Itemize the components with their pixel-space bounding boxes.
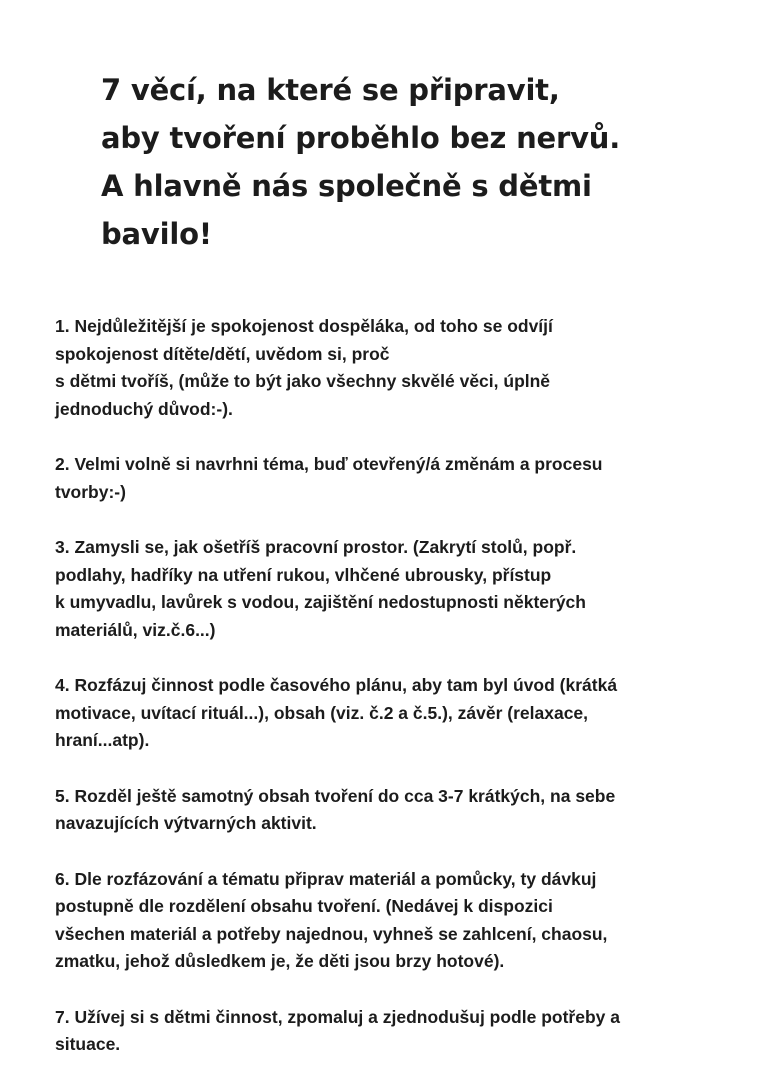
item-text-line: 3. Zamysli se, jak ošetříš pracovní prostor. (Zakrytí stolů, popř.	[55, 537, 577, 557]
item-text-line: 7. Užívej si s dětmi činnost, zpomaluj a zjednodušuj podle potřeby a	[55, 1006, 620, 1027]
item-text-line: 4. Rozfázuj činnost podle časového plánu, aby tam byl úvod (krátká	[55, 675, 618, 695]
item-text-line: k umyvadlu, lavůrek s vodou, zajištění nedostupnosti některých	[55, 592, 586, 612]
item-text-line: 1. Nejdůležitější je spokojenost dospěláka, od toho se odvíjí	[55, 316, 553, 336]
list-item-2	[55, 451, 745, 506]
item-text-line: všechen materiál a potřeby najednou, vyhneš se zahlcení, chaosu,	[55, 923, 608, 944]
item-text-line: jednoduchý důvod:-).	[55, 398, 233, 419]
list-item-1	[55, 313, 745, 423]
list-item-4	[55, 672, 745, 755]
document-title	[101, 66, 620, 258]
item-text-line: podlahy, hadříky na utření rukou, vlhčené ubrousky, přístup	[55, 564, 552, 585]
item-text-line: postupně dle rozdělení obsahu tvoření. (Nedávej k dispozici	[55, 896, 553, 916]
title-line: aby tvoření proběhlo bez nervů.	[101, 121, 621, 155]
title-line: 7 věcí, na které se připravit,	[101, 73, 560, 107]
item-text-line: s dětmi tvoříš, (může to být jako všechny skvělé věci, úplně	[55, 371, 551, 391]
item-text-line: materiálů, viz.č.6...)	[55, 619, 216, 640]
list-item-5	[55, 783, 745, 838]
item-text-line: 2. Velmi volně si navrhni téma, buď otevřený/á změnám a procesu	[55, 454, 603, 474]
item-text-line: navazujících výtvarných aktivit.	[55, 813, 317, 833]
item-text-line: 5. Rozděl ještě samotný obsah tvoření do cca 3-7 krátkých, na sebe	[55, 785, 616, 806]
item-text-line: 6. Dle rozfázování a tématu připrav materiál a pomůcky, ty dávkuj	[55, 868, 597, 889]
tips-list	[55, 313, 745, 1087]
item-text-line: tvorby:-)	[55, 481, 126, 502]
title-line: bavilo!	[101, 217, 212, 251]
list-item-6	[55, 866, 745, 976]
item-text-line: spokojenost dítěte/dětí, uvědom si, proč	[55, 343, 390, 364]
item-text-line: hraní...atp).	[55, 730, 150, 750]
list-item-3	[55, 534, 745, 644]
item-text-line: zmatku, jehož důsledkem je, že děti jsou brzy hotové).	[55, 951, 505, 971]
title-line: A hlavně nás společně s dětmi	[101, 169, 592, 203]
item-text-line: situace.	[55, 1034, 121, 1054]
list-item-7	[55, 1004, 745, 1059]
item-text-line: motivace, uvítací rituál...), obsah (viz. č.2 a č.5.), závěr (relaxace,	[55, 702, 589, 723]
